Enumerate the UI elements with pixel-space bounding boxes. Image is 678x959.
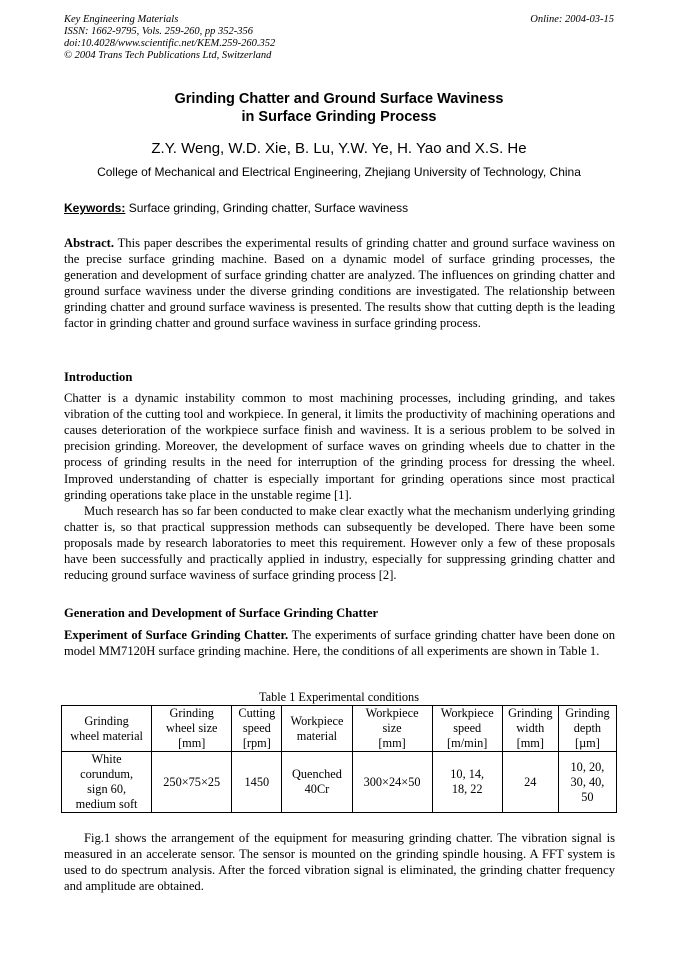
section-heading: Introduction bbox=[64, 370, 133, 384]
doi: doi:10.4028/www.scientific.net/KEM.259-260.352 bbox=[64, 38, 276, 49]
table-cell bbox=[432, 752, 502, 813]
cell-line: [m/min] bbox=[447, 736, 488, 750]
title-line: in Surface Grinding Process bbox=[241, 109, 437, 125]
cell-line: White bbox=[91, 752, 122, 766]
table-cell bbox=[352, 752, 432, 813]
cell-line: [rpm] bbox=[242, 736, 271, 750]
cell-line: 50 bbox=[581, 789, 594, 804]
authors: Z.Y. Weng, W.D. Xie, B. Lu, Y.W. Ye, H. Yao and X.S. He bbox=[151, 140, 527, 157]
table-cell bbox=[232, 706, 282, 752]
cell-line: 10, 20, bbox=[570, 759, 605, 774]
cell-line: [mm] bbox=[516, 736, 544, 750]
paper-title bbox=[0, 90, 678, 126]
abstract-label: Abstract. bbox=[64, 236, 115, 250]
cell-line: 1450 bbox=[244, 774, 270, 789]
introduction-section bbox=[64, 369, 615, 583]
cell-line: Grinding bbox=[169, 706, 214, 720]
table-row bbox=[62, 752, 617, 813]
cell-line: width bbox=[516, 721, 545, 735]
cell-line: medium soft bbox=[75, 797, 138, 811]
cell-line: wheel size bbox=[165, 721, 218, 735]
copyright: © 2004 Trans Tech Publications Ltd, Switzerland bbox=[64, 50, 272, 61]
keywords bbox=[64, 201, 408, 215]
cell-line: 24 bbox=[524, 774, 537, 789]
table-cell bbox=[502, 706, 558, 752]
paragraph: Much research has so far been conducted to make clear exactly what the mechanism underlying grinding chatter is, so that practical suppression methods can subsequently be developed. There have been some proposals made by research laboratories to meet this requirement. However only a few of these proposals have been successfully and practically applied in industry, especially for suppressing grinding chatter and reducing ground surface waviness of surface grinding process [2]. bbox=[64, 503, 615, 583]
cell-line: 300×24×50 bbox=[363, 774, 421, 789]
table-cell bbox=[558, 706, 616, 752]
cell-line: 10, 14, bbox=[450, 767, 485, 781]
cell-line: 250×75×25 bbox=[163, 774, 221, 789]
keywords-text: Surface grinding, Grinding chatter, Surface waviness bbox=[125, 201, 409, 215]
table-cell bbox=[152, 706, 232, 752]
cell-line: Grinding bbox=[565, 706, 610, 720]
table-cell bbox=[432, 706, 502, 752]
cell-line: depth bbox=[573, 721, 602, 735]
table-header-row bbox=[62, 706, 617, 752]
affiliation: College of Mechanical and Electrical Engineering, Zhejiang University of Technology, China bbox=[97, 165, 581, 179]
generation-section bbox=[64, 605, 615, 659]
table-cell bbox=[558, 752, 616, 813]
abstract-text: This paper describes the experimental results of grinding chatter and ground surface waviness on the precise surface grinding machine. Based on a dynamic model of surface grinding processes, the generation and development of surface grinding chatter are analyzed. The influences on grinding chatter and ground surface waviness under the diverse grinding conditions are investigated. The relationship between grinding chatter and ground surface waviness is presented. The results show that cutting depth is the leading factor in grinding chatter and ground surface waviness in surface grinding process. bbox=[64, 236, 615, 331]
paragraph: Chatter is a dynamic instability common to most machining processes, including grinding, and takes vibration of the cutting tool and workpiece. In general, it limits the productivity of machining operations and causes deterioration of the workpiece surface finish and waviness. It is a serious problem to be solved in precision grinding. Moreover, the development of surface waves on grinding wheels due to chatter in the process of grinding results in the need for interruption of the grinding process for dressing the wheel. Improved understanding of chatter is especially important for grinding operations since most practical grinding operations take place in the unstable regime [1]. bbox=[64, 391, 615, 502]
abstract bbox=[64, 235, 615, 332]
cell-line: Workpiece bbox=[365, 706, 419, 720]
subsection-label: Experiment of Surface Grinding Chatter. bbox=[64, 628, 289, 643]
issn: ISSN: 1662-9795, Vols. 259-260, pp 352-356 bbox=[64, 26, 253, 37]
cell-line: [mm] bbox=[178, 736, 206, 750]
cell-line: Workpiece bbox=[440, 706, 494, 720]
figure-paragraph bbox=[64, 830, 615, 894]
cell-line: 30, 40, bbox=[570, 774, 605, 789]
cell-line: speed bbox=[242, 721, 271, 735]
journal-header bbox=[64, 14, 275, 62]
cell-line: 18, 22 bbox=[451, 782, 483, 796]
journal-name: Key Engineering Materials bbox=[64, 14, 179, 25]
table-cell bbox=[62, 706, 152, 752]
cell-line: Quenched bbox=[292, 767, 342, 781]
table-cell bbox=[352, 706, 432, 752]
table-cell bbox=[232, 752, 282, 813]
paragraph: The experiments of surface grinding chatter have been done on model MM7120H surface grinding machine. Here, the conditions of all experiments are shown in Table 1. bbox=[64, 628, 615, 659]
table-caption: Table 1 Experimental conditions bbox=[259, 690, 419, 704]
cell-line: Grinding bbox=[84, 713, 129, 728]
keywords-label: Keywords: bbox=[64, 201, 126, 215]
cell-line: material bbox=[296, 728, 338, 743]
section-heading: Generation and Development of Surface Grinding Chatter bbox=[64, 606, 379, 620]
title-line: Grinding Chatter and Ground Surface Waviness bbox=[174, 91, 504, 107]
cell-line: [µm] bbox=[575, 736, 600, 750]
cell-line: corundum, bbox=[80, 767, 134, 781]
table-cell bbox=[152, 752, 232, 813]
paragraph: Fig.1 shows the arrangement of the equipment for measuring grinding chatter. The vibration signal is measured in an accelerate sensor. The sensor is mounted on the grinding spindle housing. A FFT system is used to do spectrum analysis. After the forced vibration signal is eliminated, the grinding chatter frequency and amplitude are obtained. bbox=[64, 831, 615, 894]
cell-line: Grinding bbox=[508, 706, 553, 720]
table-cell bbox=[62, 752, 152, 813]
cell-line: sign 60, bbox=[87, 782, 127, 796]
cell-line: [mm] bbox=[378, 736, 406, 750]
cell-line: wheel material bbox=[70, 728, 143, 743]
cell-line: speed bbox=[453, 721, 482, 735]
cell-line: Cutting bbox=[238, 706, 276, 720]
table-cell bbox=[282, 706, 352, 752]
table-cell bbox=[282, 752, 352, 813]
cell-line: Workpiece bbox=[290, 713, 344, 728]
cell-line: size bbox=[382, 721, 402, 735]
cell-line: 40Cr bbox=[304, 782, 330, 796]
online-date: Online: 2004-03-15 bbox=[530, 14, 614, 25]
conditions-table bbox=[61, 705, 617, 813]
table-1 bbox=[61, 690, 617, 813]
table-cell bbox=[502, 752, 558, 813]
